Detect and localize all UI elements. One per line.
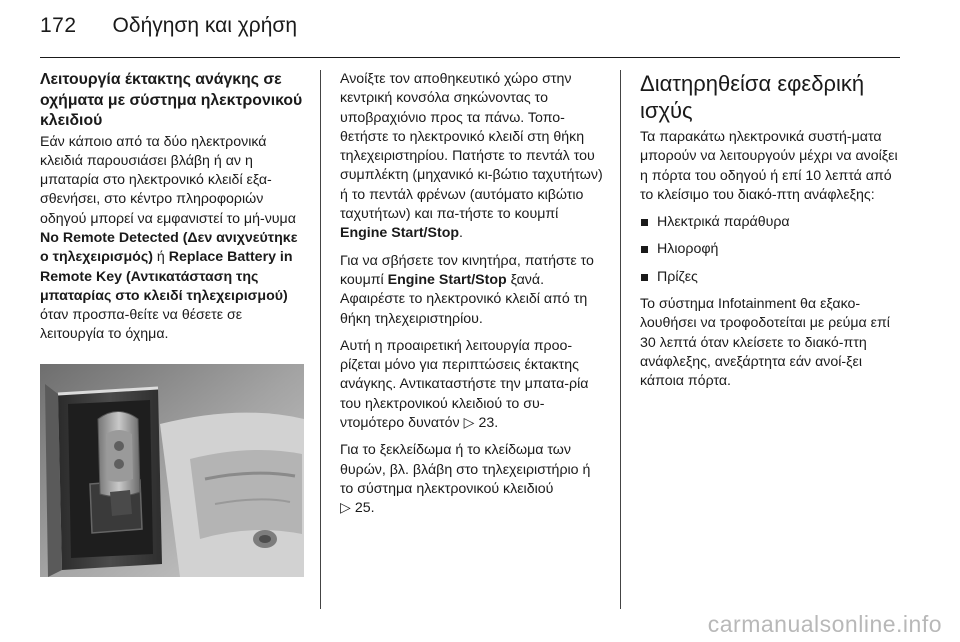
text-run: Ανοίξτε τον αποθηκευτικό χώρο στην κεντρική κονσόλα σηκώνοντας το υποβραχιόνιο προς τα πάνω. Τοπο-θετήστε το ηλεκτρονικό κλειδί στη θήκη τηλεχειριστηρίου. Πατήστε το πεντάλ του συμπλέκτη (μηχανικό κι-βώτιο ταχυτήτων) ή το πεντάλ φρένων (αυτόματο κιβώτιο ταχυτήτων) και πα-τήστε το κουμπί — [340, 71, 603, 223]
console-key-pocket-photo — [40, 364, 304, 577]
paragraph-unlock — [340, 441, 604, 518]
header-divider — [40, 57, 900, 58]
list-item — [640, 268, 908, 287]
column-left — [40, 70, 304, 353]
square-bullet-icon — [641, 219, 648, 226]
button-name-engine-start-stop: Engine Start/Stop — [387, 271, 507, 288]
text-run: . — [459, 225, 463, 242]
column-divider-right — [620, 70, 621, 609]
message-replace-battery: Replace Battery in Remote Key (Αντικατάσταση της μπαταρίας στο κλειδί τηλεχειρισμού) — [40, 249, 293, 304]
page-title: Οδήγηση και χρήση — [112, 14, 298, 37]
paragraph-infotainment: Το σύστημα Infotainment θα εξακο-λουθήσει να τροφοδοτείται με ρεύμα επί 30 λεπτά όταν κλείσετε το διακό-πτη ανάφλεξης, ανεξάρτητα εάν ανοί-ξει κάποια πόρτα. — [640, 296, 890, 390]
list-item-label: Ηλιοροφή — [657, 241, 719, 258]
page-reference-arrow-icon: ▷ — [463, 415, 475, 432]
column-right — [640, 70, 908, 400]
text-run: Για να σβήσετε τον κινητήρα, πατήστε το κουμπί — [340, 252, 594, 288]
paragraph-start-procedure — [340, 70, 604, 244]
paragraph-emergency — [40, 133, 304, 345]
retained-power-list — [640, 213, 908, 287]
text-run: ή — [152, 249, 169, 266]
page-number: 172 — [40, 14, 77, 37]
column-divider-left — [320, 70, 321, 609]
text-run: ξανά. Αφαιρέστε το ηλεκτρονικό κλειδί από τη θήκη τηλεχειριστηρίου. — [340, 271, 588, 327]
page-reference-arrow-icon: ▷ — [340, 500, 351, 517]
text-run: όταν προσπα-θείτε να θέσετε σε λειτουργία το όχημα. — [40, 307, 243, 343]
text-run: Για το ξεκλείδωμα ή το κλείδωμα των θυρών, βλ. βλάβη στο τηλεχειριστήριο ή το σύστημα ηλεκτρονικού κλειδιού — [340, 442, 591, 497]
watermark: carmanualsonline.info — [707, 611, 942, 637]
text-run: Αυτή η προαιρετική λειτουργία προο-ρίζεται μόνο για περιπτώσεις έκτακτης ανάγκης. Αντικαταστήστε την μπατα-ρία του ηλεκτρονικού κλειδιού το συ-ντομότερο δυνατόν — [340, 337, 589, 432]
button-name-engine-start-stop: Engine Start/Stop — [340, 225, 460, 242]
square-bullet-icon — [641, 246, 648, 253]
paragraph-retained-power: Τα παρακάτω ηλεκτρονικά συστή-ματα μπορούν να λειτουργούν μέχρι να ανοίξει η πόρτα του οδηγού ή επί 10 λεπτά από το κλείσιμο του διακό-πτη ανάφλεξης: — [640, 129, 898, 203]
section-heading-emergency: Λειτουργία έκτακτης ανάγκης σε οχήματα με σύστημα ηλεκτρονικού κλειδιού — [40, 71, 303, 129]
text-run: . — [494, 415, 499, 432]
list-item-label: Ηλεκτρικά παράθυρα — [657, 214, 790, 231]
column-middle — [340, 70, 604, 527]
page-header — [40, 14, 297, 50]
list-item — [640, 213, 908, 232]
page-reference-link[interactable]: 23 — [478, 415, 495, 432]
list-item — [640, 240, 908, 259]
square-bullet-icon — [641, 274, 648, 281]
paragraph-stop-engine — [340, 252, 604, 329]
message-no-remote: No Remote Detected (Δεν ανιχνεύτηκε ο τηλεχειρισμός) — [40, 229, 298, 266]
page-reference-link[interactable]: 25 — [354, 500, 371, 517]
section-heading-retained-power: Διατηρηθείσα εφεδρική ισχύς — [640, 71, 865, 123]
list-item-label: Πρίζες — [657, 268, 698, 285]
console-photo-illustration — [40, 364, 304, 577]
text-run: . — [370, 500, 375, 517]
paragraph-optional-feature — [340, 337, 604, 433]
text-run: Εάν κάποιο από τα δύο ηλεκτρονικά κλειδιά παρουσιάσει βλάβη ή αν η μπαταρία στο ηλεκτρονικό κλειδί εξα-σθενήσει, στο κέντρο πληροφοριών οδηγού μπορεί να εμφανιστεί το μή-νυμα — [40, 133, 296, 227]
